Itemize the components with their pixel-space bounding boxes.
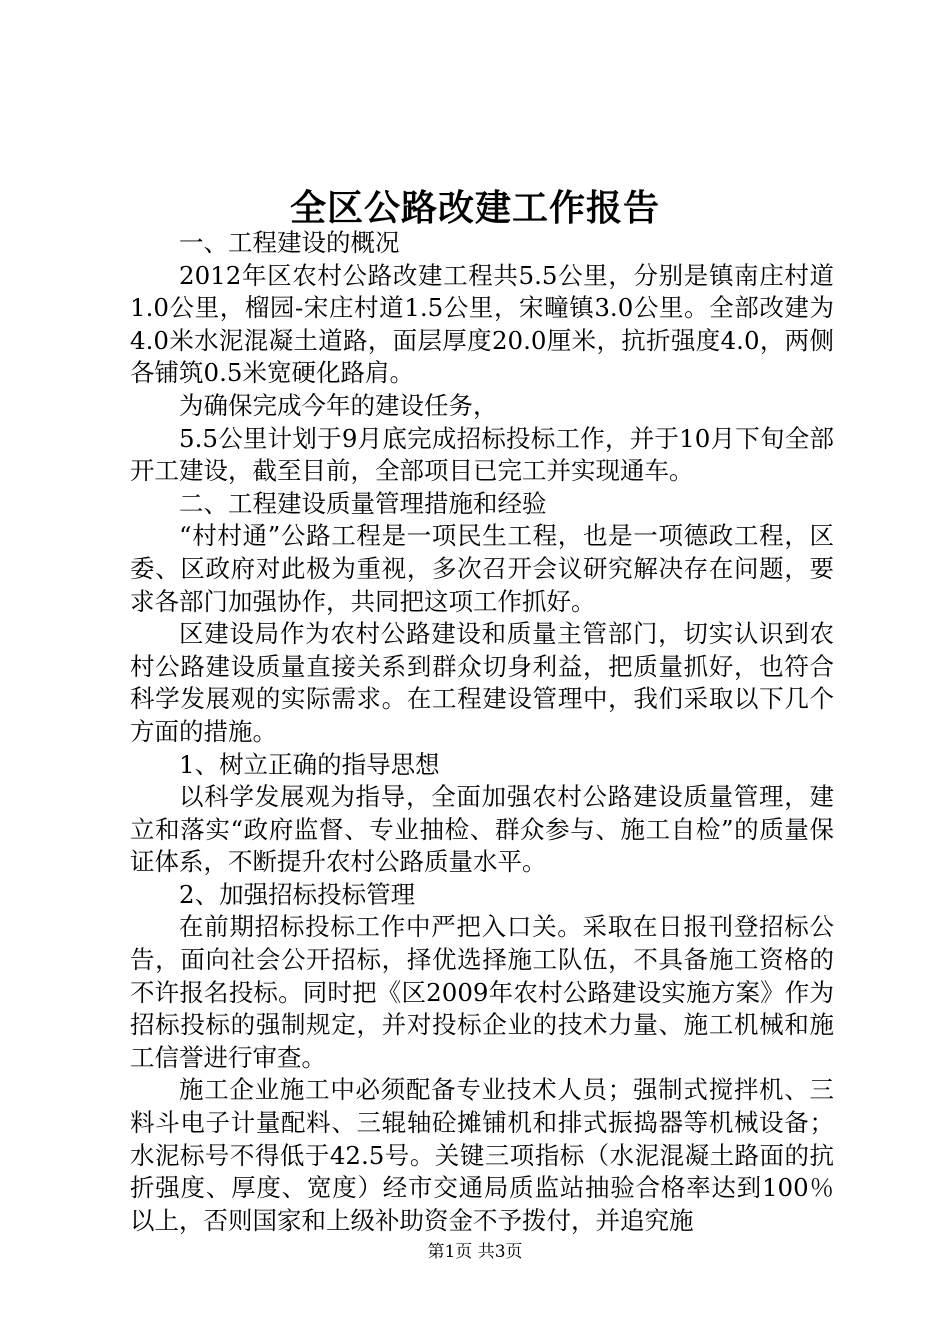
paragraph: “村村通”公路工程是一项民生工程，也是一项德政工程，区委、区政府对此极为重视，多次召开会议研究解决存在问题，要求各部门加强协作，共同把这项工作抓好。	[130, 521, 834, 616]
document-title: 全区公路改建工作报告	[289, 187, 660, 229]
paragraph: 在前期招标投标工作中严把入口关。采取在日报刊登招标公告，面向社会公开招标，择优选择施工队伍，不具备施工资格的不许报名投标。同时把《区2009年农村公路建设实施方案》作为招标投标的强制规定，并对投标企业的技术力量、施工机械和施工信誉进行审查。	[130, 912, 834, 1072]
section-heading-overview: 一、工程建设的概况	[179, 228, 400, 257]
paragraph: 为确保完成今年的建设任务，	[179, 390, 498, 420]
page-number-footer: 第1页 共3页	[427, 1242, 523, 1262]
paragraph: 施工企业施工中必须配备专业技术人员；强制式搅拌机、三料斗电子计量配料、三辊轴砼摊铺机和排式振捣器等机械设备；水泥标号不得低于42.5号。关键三项指标（水泥混凝土路面的抗折强度、厚度、宽度）经市交通局质监站抽验合格率达到100％以上，否则国家和上级补助资金不予拨付，并追究施	[130, 1075, 834, 1235]
paragraph: 区建设局作为农村公路建设和质量主管部门，切实认识到农村公路建设质量直接关系到群众切身利益，把质量抓好，也符合科学发展观的实际需求。在工程建设管理中，我们采取以下几个方面的措施。	[130, 619, 834, 746]
document-body	[130, 227, 834, 1237]
paragraph: 以科学发展观为指导，全面加强农村公路建设质量管理，建立和落实“政府监督、专业抽检、群众参与、施工自检”的质量保证体系，不断提升农村公路质量水平。	[130, 782, 834, 877]
subheading-guiding-ideas: 1、树立正确的指导思想	[179, 749, 440, 779]
section-heading-quality-management: 二、工程建设质量管理措施和经验	[179, 488, 547, 518]
paragraph: 2012年区农村公路改建工程共5.5公里，分别是镇南庄村道1.0公里，榴园-宋庄村道1.5公里，宋疃镇3.0公里。全部改建为4.0米水泥混凝土道路，面层厚度20.0厘米，抗折强度4.0，两侧各铺筑0.5米宽硬化路肩。	[130, 260, 834, 388]
paragraph: 5.5公里计划于9月底完成招标投标工作，并于10月下旬全部开工建设，截至目前，全部项目已完工并实现通车。	[130, 423, 834, 486]
subheading-bidding-management: 2、加强招标投标管理	[179, 879, 416, 909]
